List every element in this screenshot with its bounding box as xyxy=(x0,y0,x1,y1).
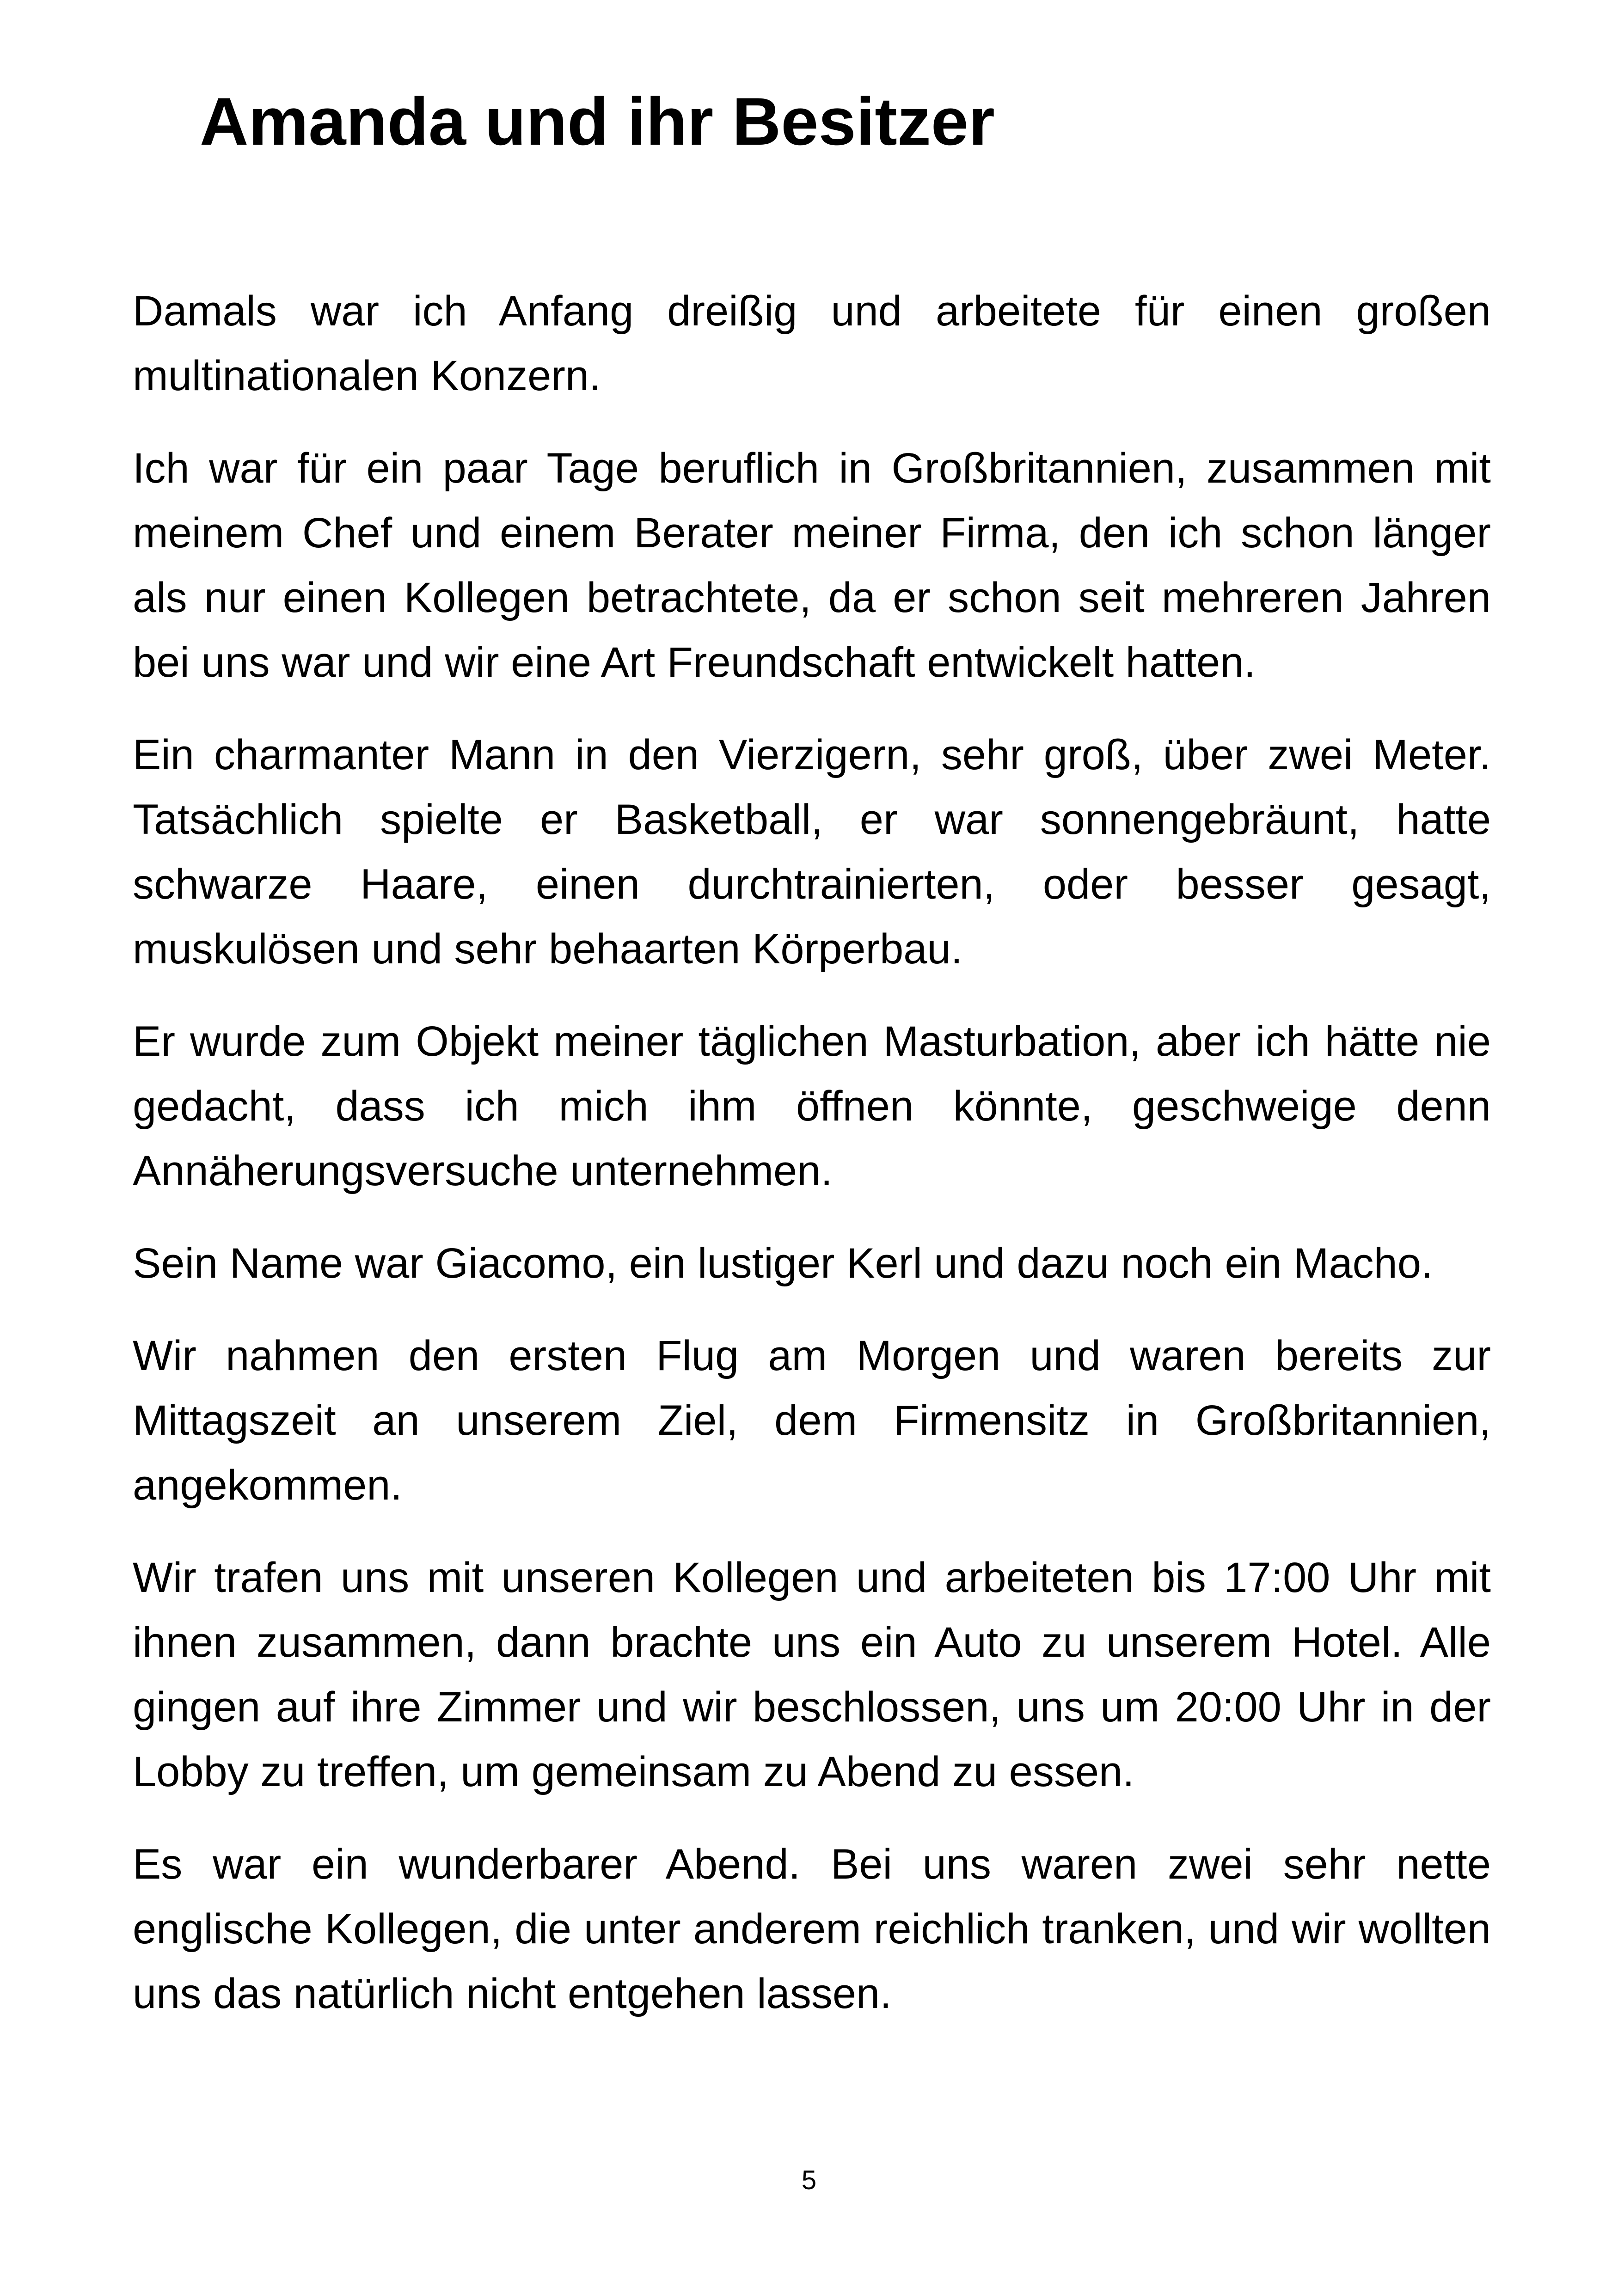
page-number: 5 xyxy=(801,2165,817,2195)
paragraph: Ich war für ein paar Tage beruflich in Großbritannien, zusammen mit meinem Chef und einem Berater meiner Firma, den ich schon länger als nur einen Kollegen betrachtete, da er schon seit mehreren Jahren bei uns war und wir eine Art Freundschaft entwickelt hatten. xyxy=(133,445,1491,686)
page-title: Amanda und ihr Besitzer xyxy=(200,84,995,159)
paragraph: Wir nahmen den ersten Flug am Morgen und waren bereits zur Mittagszeit an unserem Ziel, dem Firmensitz in Großbritannien, angekommen. xyxy=(133,1332,1491,1509)
paragraph: Sein Name war Giacomo, ein lustiger Kerl und dazu noch ein Macho. xyxy=(133,1240,1433,1287)
body-text xyxy=(133,279,1491,2054)
paragraph: Es war ein wunderbarer Abend. Bei uns waren zwei sehr nette englische Kollegen, die unter anderem reichlich tranken, und wir wollten uns das natürlich nicht entgehen lassen. xyxy=(133,1841,1491,2017)
paragraph: Er wurde zum Objekt meiner täglichen Masturbation, aber ich hätte nie gedacht, dass ich mich ihm öffnen könnte, geschweige denn Annäherungsversuche unternehmen. xyxy=(133,1018,1491,1194)
paragraph: Wir trafen uns mit unseren Kollegen und arbeiteten bis 17:00 Uhr mit ihnen zusammen, dann brachte uns ein Auto zu unserem Hotel. Alle gingen auf ihre Zimmer und wir beschlossen, uns um 20:00 Uhr in der Lobby zu treffen, um gemeinsam zu Abend zu essen. xyxy=(133,1554,1491,1795)
paragraph: Ein charmanter Mann in den Vierzigern, sehr groß, über zwei Meter. Tatsächlich spielte er Basketball, er war sonnengebräunt, hatte schwarze Haare, einen durchtrainierten, oder besser gesagt, muskulösen und sehr behaarten Körperbau. xyxy=(133,731,1491,973)
paragraph: Damals war ich Anfang dreißig und arbeitete für einen großen multinationalen Konzern. xyxy=(133,288,1491,399)
